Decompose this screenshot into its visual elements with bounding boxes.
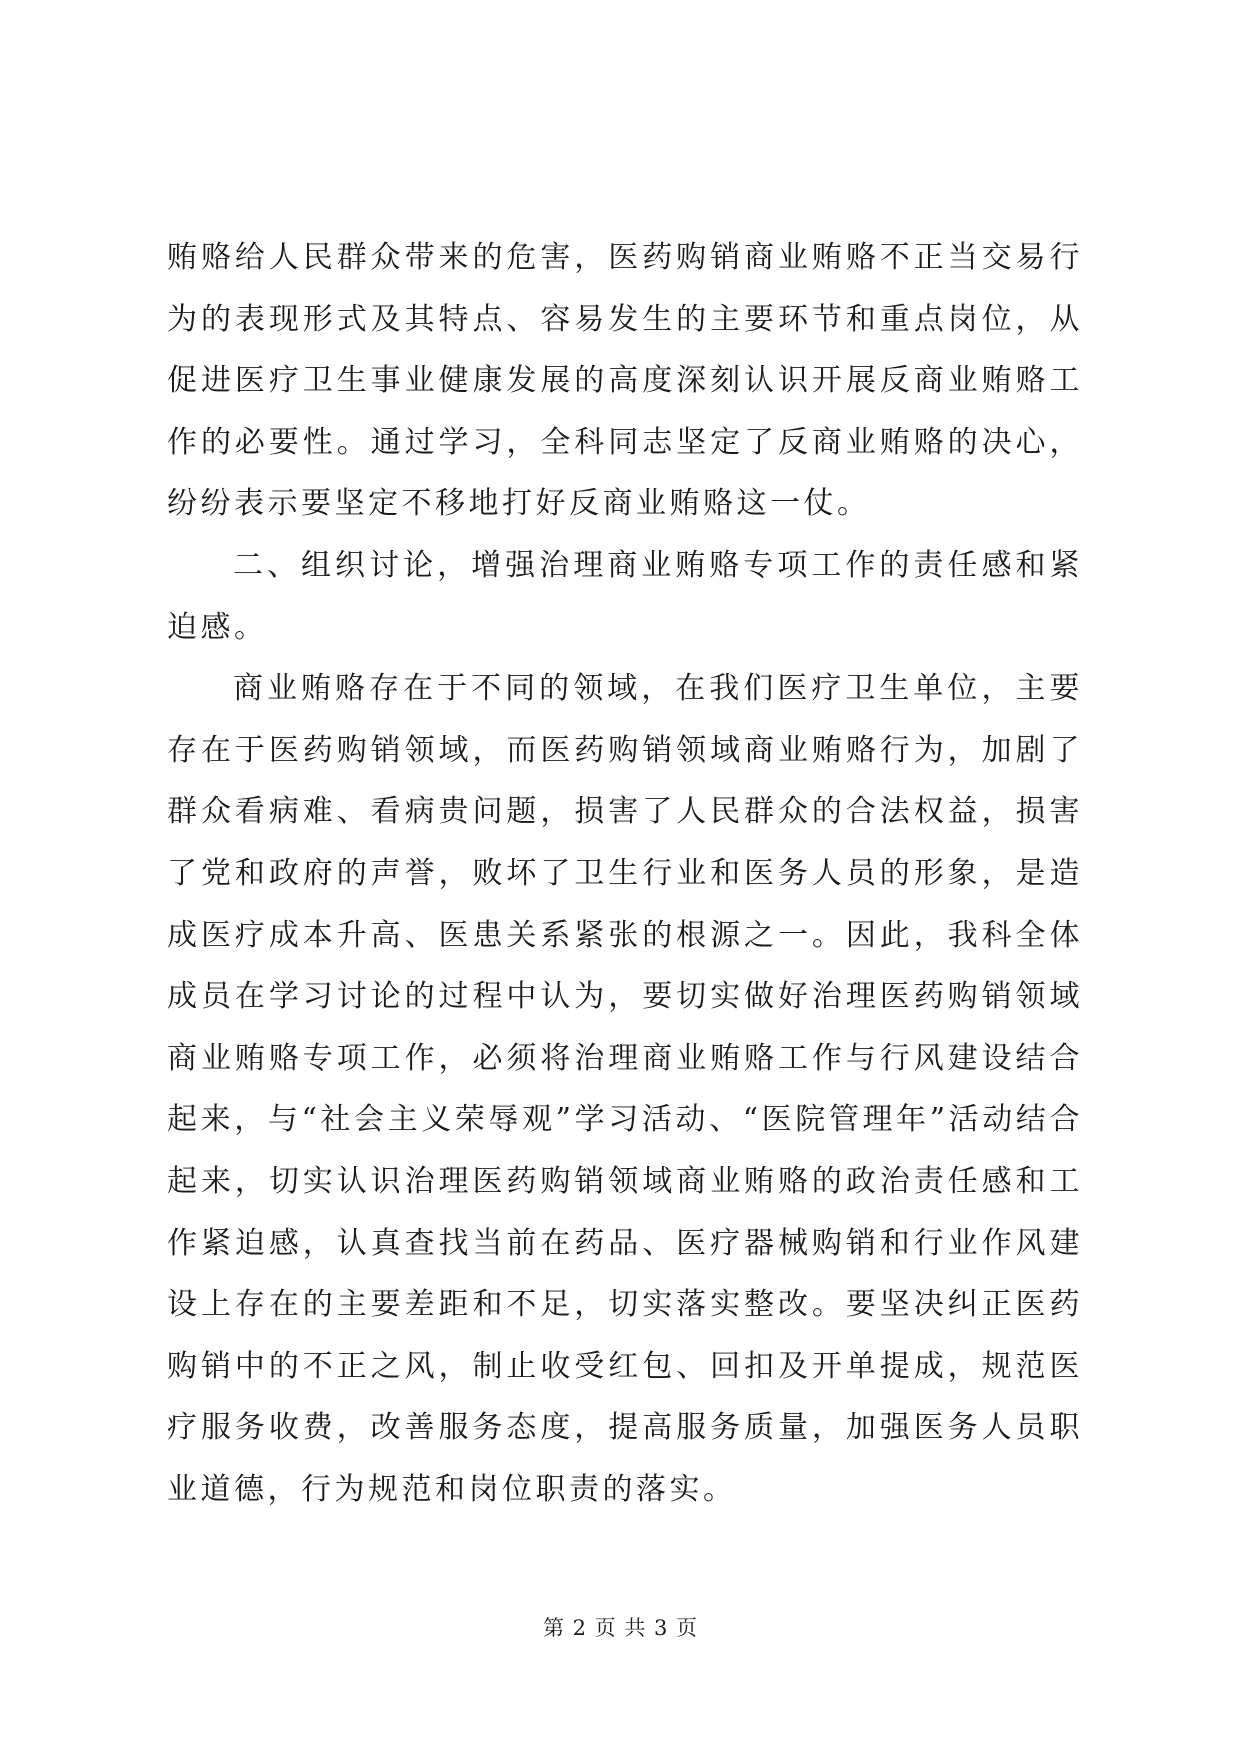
document-body bbox=[167, 227, 1083, 1520]
section-heading-2: 二、组织讨论，增强治理商业贿赂专项工作的责任感和紧迫感。 bbox=[167, 547, 1083, 645]
page-number-footer: 第 2 页 共 3 页 bbox=[542, 1616, 699, 1640]
paragraph-body: 商业贿赂存在于不同的领域，在我们医疗卫生单位，主要存在于医药购销领域，而医药购销领域商业贿赂行为，加剧了群众看病难、看病贵问题，损害了人民群众的合法权益，损害了党和政府的声誉，败坏了卫生行业和医务人员的形象，是造成医疗成本升高、医患关系紧张的根源之一。因此，我科全体成员在学习讨论的过程中认为，要切实做好治理医药购销领域商业贿赂专项工作，必须将治理商业贿赂工作与行风建设结合起来，与“社会主义荣辱观”学习活动、“医院管理年”活动结合起来，切实认识治理医药购销领域商业贿赂的政治责任感和工作紧迫感，认真查找当前在药品、医疗器械购销和行业作风建设上存在的主要差距和不足，切实落实整改。要坚决纠正医药购销中的不正之风，制止收受红包、回扣及开单提成，规范医疗服务收费，改善服务态度，提高服务质量，加强医务人员职业道德，行为规范和岗位职责的落实。 bbox=[167, 671, 1083, 1507]
paragraph-continuation: 贿赂给人民群众带来的危害，医药购销商业贿赂不正当交易行为的表现形式及其特点、容易发生的主要环节和重点岗位，从促进医疗卫生事业健康发展的高度深刻认识开展反商业贿赂工作的必要性。通过学习，全科同志坚定了反商业贿赂的决心，纷纷表示要坚定不移地打好反商业贿赂这一仗。 bbox=[167, 240, 1083, 522]
